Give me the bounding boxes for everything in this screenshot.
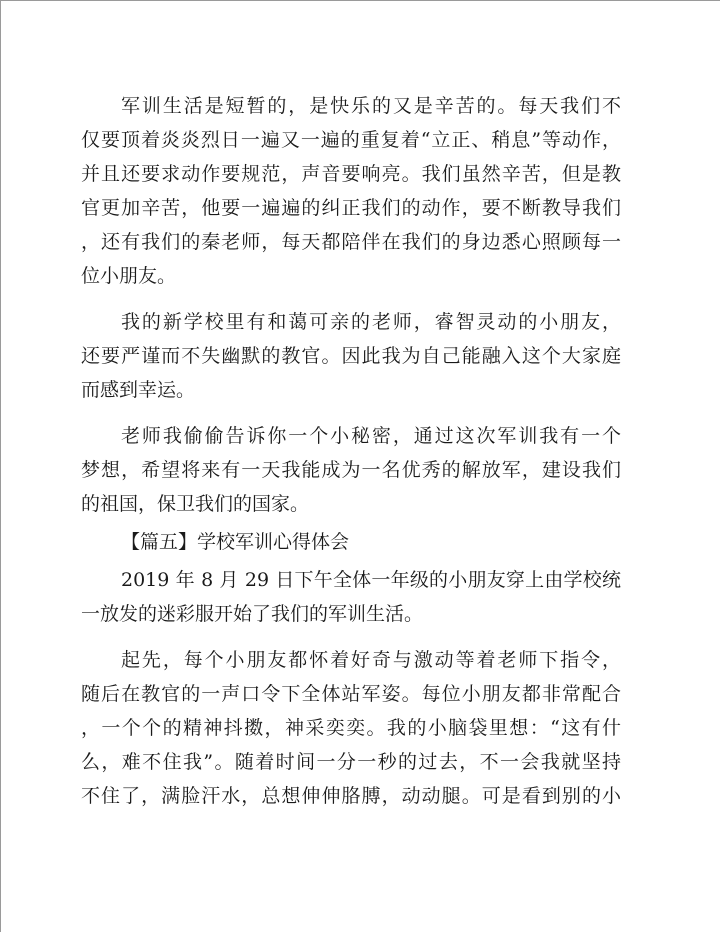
text-line: 军训生活是短暂的，是快乐的又是辛苦的。每天我们不 <box>121 95 621 117</box>
text-line: 梦想，希望将来有一天我能成为一名优秀的解放军，建设我们 <box>81 459 621 481</box>
text-line: 我的新学校里有和蔼可亲的老师，睿智灵动的小朋友， <box>121 311 621 333</box>
text-line: 而感到幸运。 <box>81 379 196 401</box>
paragraph-2 <box>81 305 621 407</box>
text-line: 老师我偷偷告诉你一个小秘密，通过这次军训我有一个 <box>121 425 621 447</box>
text-line: 仅要顶着炎炎烈日一遍又一遍的重复着“立正、稍息”等动作， <box>81 129 621 151</box>
text-line: 并且还要求动作要规范，声音要响亮。我们虽然辛苦，但是教 <box>81 163 621 185</box>
text-line: ，还有我们的秦老师，每天都陪伴在我们的身边悉心照顾每一 <box>81 231 621 253</box>
text-line: 的祖国，保卫我们的国家。 <box>81 493 310 515</box>
document-body <box>81 89 621 813</box>
text-line: 还要严谨而不失幽默的教官。因此我为自己能融入这个大家庭 <box>81 345 621 367</box>
section-heading <box>81 525 621 559</box>
paragraph-5 <box>81 563 621 631</box>
heading-line: 【篇五】学校军训心得体会 <box>121 531 350 553</box>
paragraph-1 <box>81 89 621 293</box>
text-line: 不住了，满脸汗水，总想伸伸胳膊，动动腿。可是看到别的小 <box>81 785 621 807</box>
text-line: 官更加辛苦，他要一遍遍的纠正我们的动作，要不断教导我们 <box>81 197 621 219</box>
text-line: 随后在教官的一声口令下全体站军姿。每位小朋友都非常配合 <box>81 683 621 705</box>
text-line: ，一个个的精神抖擞，神采奕奕。我的小脑袋里想：“这有什 <box>81 717 621 739</box>
paragraph-6 <box>81 643 621 813</box>
text-line: 么，难不住我”。随着时间一分一秒的过去，不一会我就坚持 <box>81 751 621 773</box>
text-line: 位小朋友。 <box>81 265 177 287</box>
text-line: 起先，每个小朋友都怀着好奇与激动等着老师下指令， <box>121 649 621 671</box>
text-line: 2019 年 8 月 29 日下午全体一年级的小朋友穿上由学校统 <box>121 569 621 591</box>
paragraph-3 <box>81 419 621 521</box>
text-line: 一放发的迷彩服开始了我们的军训生活。 <box>81 603 424 625</box>
